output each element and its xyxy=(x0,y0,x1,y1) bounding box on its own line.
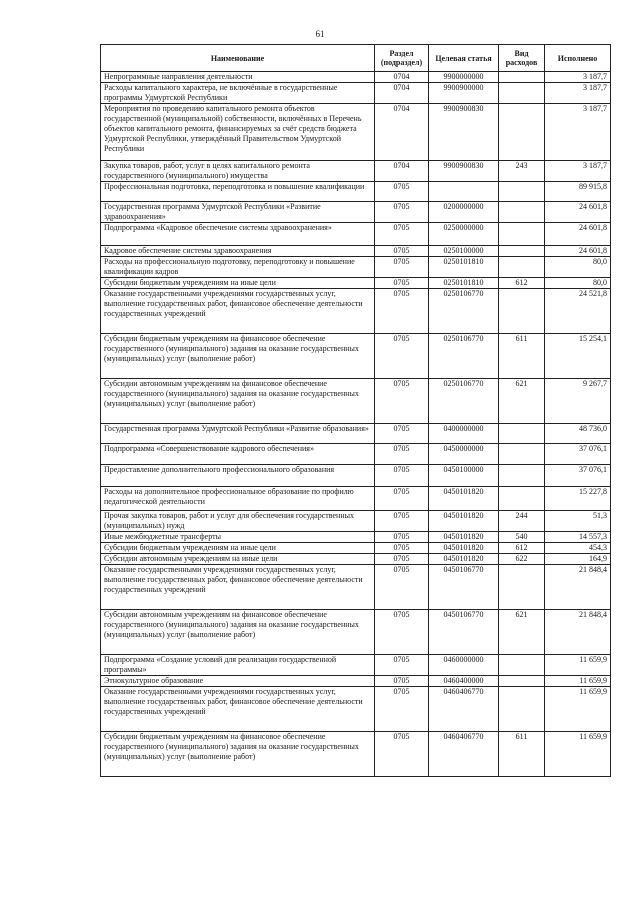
row-name: Субсидии автономным учреждениям на финансовое обеспечение государственного (муниципального) задания на оказание государственных (муниципальных) услуг (выполнение работ) xyxy=(101,610,375,655)
table-row xyxy=(101,554,611,565)
row-target: 0250106770 xyxy=(429,289,499,334)
row-kind xyxy=(499,465,545,487)
row-section: 0705 xyxy=(375,487,429,511)
row-section: 0704 xyxy=(375,161,429,182)
row-target: 0250000000 xyxy=(429,223,499,246)
table-row xyxy=(101,543,611,554)
row-section: 0705 xyxy=(375,655,429,676)
row-amount: 11 659,9 xyxy=(545,676,611,687)
row-target: 0250101810 xyxy=(429,278,499,289)
row-section: 0705 xyxy=(375,424,429,444)
row-amount: 3 187,7 xyxy=(545,104,611,161)
row-section: 0705 xyxy=(375,246,429,257)
row-section: 0705 xyxy=(375,444,429,465)
table-row xyxy=(101,289,611,334)
table-row xyxy=(101,565,611,610)
row-name: Подпрограмма «Кадровое обеспечение системы здравоохранения» xyxy=(101,223,375,246)
row-kind: 611 xyxy=(499,732,545,777)
row-kind xyxy=(499,289,545,334)
row-kind xyxy=(499,83,545,104)
row-kind xyxy=(499,424,545,444)
row-name: Прочая закупка товаров, работ и услуг для обеспечения государственных (муниципальных) нужд xyxy=(101,511,375,532)
row-section: 0705 xyxy=(375,257,429,278)
row-name: Расходы на профессиональную подготовку, переподготовку и повышение квалификации кадров xyxy=(101,257,375,278)
row-name: Субсидии бюджетным учреждениям на иные цели xyxy=(101,278,375,289)
row-target: 0250100000 xyxy=(429,246,499,257)
row-target: 0450101820 xyxy=(429,487,499,511)
table-row xyxy=(101,334,611,379)
header-amount: Исполнено xyxy=(545,45,611,72)
table-row xyxy=(101,732,611,777)
row-kind xyxy=(499,487,545,511)
row-amount: 14 557,3 xyxy=(545,532,611,543)
row-kind: 612 xyxy=(499,278,545,289)
row-section: 0705 xyxy=(375,554,429,565)
header-target: Целевая статья xyxy=(429,45,499,72)
row-kind: 621 xyxy=(499,379,545,424)
table-row xyxy=(101,72,611,83)
row-target xyxy=(429,182,499,202)
row-section: 0705 xyxy=(375,182,429,202)
row-name: Субсидии бюджетным учреждениям на финансовое обеспечение государственного (муниципального) задания на оказание государственных (муниципальных) услуг (выполнение работ) xyxy=(101,334,375,379)
row-target: 0450106770 xyxy=(429,565,499,610)
row-section: 0705 xyxy=(375,289,429,334)
row-section: 0705 xyxy=(375,532,429,543)
row-kind xyxy=(499,676,545,687)
row-amount: 37 076,1 xyxy=(545,465,611,487)
table-row xyxy=(101,511,611,532)
row-target: 9900900830 xyxy=(429,104,499,161)
row-name: Субсидии автономным учреждениям на иные цели xyxy=(101,554,375,565)
row-section: 0705 xyxy=(375,379,429,424)
row-kind xyxy=(499,565,545,610)
row-section: 0705 xyxy=(375,511,429,532)
row-amount: 3 187,7 xyxy=(545,83,611,104)
budget-execution-table xyxy=(100,44,611,777)
row-name: Оказание государственными учреждениями государственных услуг, выполнение государственных работ, финансовое обеспечение деятельности государственных учреждений xyxy=(101,289,375,334)
row-amount: 15 227,8 xyxy=(545,487,611,511)
table-row xyxy=(101,83,611,104)
row-kind: 612 xyxy=(499,543,545,554)
row-section: 0705 xyxy=(375,565,429,610)
row-amount: 51,3 xyxy=(545,511,611,532)
header-section: Раздел (подраздел) xyxy=(375,45,429,72)
row-target: 0450106770 xyxy=(429,610,499,655)
row-target: 0450100000 xyxy=(429,465,499,487)
table-row xyxy=(101,610,611,655)
row-amount: 21 848,4 xyxy=(545,565,611,610)
table-row xyxy=(101,257,611,278)
row-target: 0460400000 xyxy=(429,676,499,687)
row-name: Государственная программа Удмуртской Республики «Развитие образования» xyxy=(101,424,375,444)
table-row xyxy=(101,161,611,182)
row-target: 0200000000 xyxy=(429,202,499,223)
table-row xyxy=(101,676,611,687)
row-kind xyxy=(499,182,545,202)
row-target: 0450101820 xyxy=(429,543,499,554)
row-section: 0705 xyxy=(375,334,429,379)
row-target: 9900900000 xyxy=(429,83,499,104)
row-amount: 80,0 xyxy=(545,278,611,289)
row-section: 0704 xyxy=(375,104,429,161)
table-row xyxy=(101,465,611,487)
row-section: 0705 xyxy=(375,465,429,487)
row-name: Предоставление дополнительного профессионального образования xyxy=(101,465,375,487)
row-name: Субсидии автономным учреждениям на финансовое обеспечение государственного (муниципального) задания на оказание государственных (муниципальных) услуг (выполнение работ) xyxy=(101,379,375,424)
row-name: Расходы на дополнительное профессиональное образование по профилю педагогической деятельности xyxy=(101,487,375,511)
table-row xyxy=(101,182,611,202)
row-target: 0250101810 xyxy=(429,257,499,278)
row-kind: 243 xyxy=(499,161,545,182)
row-target: 0450101820 xyxy=(429,532,499,543)
row-name: Оказание государственными учреждениями государственных услуг, выполнение государственных работ, финансовое обеспечение деятельности государственных учреждений xyxy=(101,687,375,732)
header-kind: Вид расходов xyxy=(499,45,545,72)
table-row xyxy=(101,424,611,444)
row-target: 0460406770 xyxy=(429,687,499,732)
row-amount: 9 267,7 xyxy=(545,379,611,424)
row-amount: 24 601,8 xyxy=(545,202,611,223)
row-kind xyxy=(499,246,545,257)
row-target: 9900900830 xyxy=(429,161,499,182)
row-name: Расходы капитального характера, не включённые в государственные программы Удмуртской Республики xyxy=(101,83,375,104)
row-kind xyxy=(499,104,545,161)
table-row xyxy=(101,246,611,257)
page-number: 61 xyxy=(315,29,325,39)
row-target: 0450101820 xyxy=(429,554,499,565)
row-target: 9900000000 xyxy=(429,72,499,83)
row-kind xyxy=(499,223,545,246)
row-amount: 11 659,9 xyxy=(545,655,611,676)
row-amount: 80,0 xyxy=(545,257,611,278)
row-section: 0704 xyxy=(375,83,429,104)
table-row xyxy=(101,444,611,465)
row-amount: 24 601,8 xyxy=(545,246,611,257)
table-row xyxy=(101,687,611,732)
row-kind xyxy=(499,72,545,83)
row-amount: 164,9 xyxy=(545,554,611,565)
row-name: Иные межбюджетные трансферты xyxy=(101,532,375,543)
header-name: Наименование xyxy=(101,45,375,72)
row-target: 0450101820 xyxy=(429,511,499,532)
row-amount: 11 659,9 xyxy=(545,687,611,732)
row-name: Подпрограмма «Совершенствование кадрового обеспечения» xyxy=(101,444,375,465)
row-kind xyxy=(499,444,545,465)
table-row xyxy=(101,379,611,424)
row-amount: 37 076,1 xyxy=(545,444,611,465)
row-kind: 621 xyxy=(499,610,545,655)
table-body xyxy=(101,72,611,777)
row-target: 0400000000 xyxy=(429,424,499,444)
row-amount: 454,3 xyxy=(545,543,611,554)
row-name: Закупка товаров, работ, услуг в целях капитального ремонта государственного (муниципального) имущества xyxy=(101,161,375,182)
table-row xyxy=(101,223,611,246)
row-amount: 3 187,7 xyxy=(545,72,611,83)
row-target: 0250106770 xyxy=(429,334,499,379)
row-amount: 89 915,8 xyxy=(545,182,611,202)
row-target: 0460000000 xyxy=(429,655,499,676)
row-kind: 244 xyxy=(499,511,545,532)
row-section: 0705 xyxy=(375,223,429,246)
row-section: 0704 xyxy=(375,72,429,83)
row-amount: 3 187,7 xyxy=(545,161,611,182)
row-kind: 540 xyxy=(499,532,545,543)
row-kind xyxy=(499,687,545,732)
row-kind xyxy=(499,655,545,676)
row-amount: 24 601,8 xyxy=(545,223,611,246)
row-target: 0250106770 xyxy=(429,379,499,424)
row-amount: 11 659,9 xyxy=(545,732,611,777)
row-section: 0705 xyxy=(375,543,429,554)
row-name: Государственная программа Удмуртской Республики «Развитие здравоохранения» xyxy=(101,202,375,223)
row-section: 0705 xyxy=(375,676,429,687)
row-section: 0705 xyxy=(375,732,429,777)
row-kind: 611 xyxy=(499,334,545,379)
row-target: 0460406770 xyxy=(429,732,499,777)
row-name: Субсидии бюджетным учреждениям на иные цели xyxy=(101,543,375,554)
table-row xyxy=(101,487,611,511)
row-section: 0705 xyxy=(375,610,429,655)
row-target: 0450000000 xyxy=(429,444,499,465)
row-name: Этнокультурное образование xyxy=(101,676,375,687)
table-row xyxy=(101,532,611,543)
row-section: 0705 xyxy=(375,687,429,732)
table-row xyxy=(101,655,611,676)
row-kind xyxy=(499,257,545,278)
row-section: 0705 xyxy=(375,202,429,223)
row-kind xyxy=(499,202,545,223)
row-amount: 48 736,0 xyxy=(545,424,611,444)
row-name: Кадровое обеспечение системы здравоохранения xyxy=(101,246,375,257)
table-row xyxy=(101,202,611,223)
table-row xyxy=(101,104,611,161)
row-amount: 21 848,4 xyxy=(545,610,611,655)
row-amount: 24 521,8 xyxy=(545,289,611,334)
table-header-row xyxy=(101,45,611,72)
row-name: Субсидии бюджетным учреждениям на финансовое обеспечение государственного (муниципального) задания на оказание государственных (муниципальных) услуг (выполнение работ) xyxy=(101,732,375,777)
table-row xyxy=(101,278,611,289)
row-kind: 622 xyxy=(499,554,545,565)
row-name: Оказание государственными учреждениями государственных услуг, выполнение государственных работ, финансовое обеспечение деятельности государственных учреждений xyxy=(101,565,375,610)
row-name: Мероприятия по проведению капитального ремонта объектов государственной (муниципальной) собственности, включённых в Перечень объектов капитального ремонта, финансируемых за счёт средств бюджета Удмуртской Республики, утверждённый Правительством Удмуртской Республики xyxy=(101,104,375,161)
row-amount: 15 254,1 xyxy=(545,334,611,379)
row-name: Подпрограмма «Создание условий для реализации государственной программы» xyxy=(101,655,375,676)
row-name: Непрограммные направления деятельности xyxy=(101,72,375,83)
row-name: Профессиональная подготовка, переподготовка и повышение квалификации xyxy=(101,182,375,202)
row-section: 0705 xyxy=(375,278,429,289)
